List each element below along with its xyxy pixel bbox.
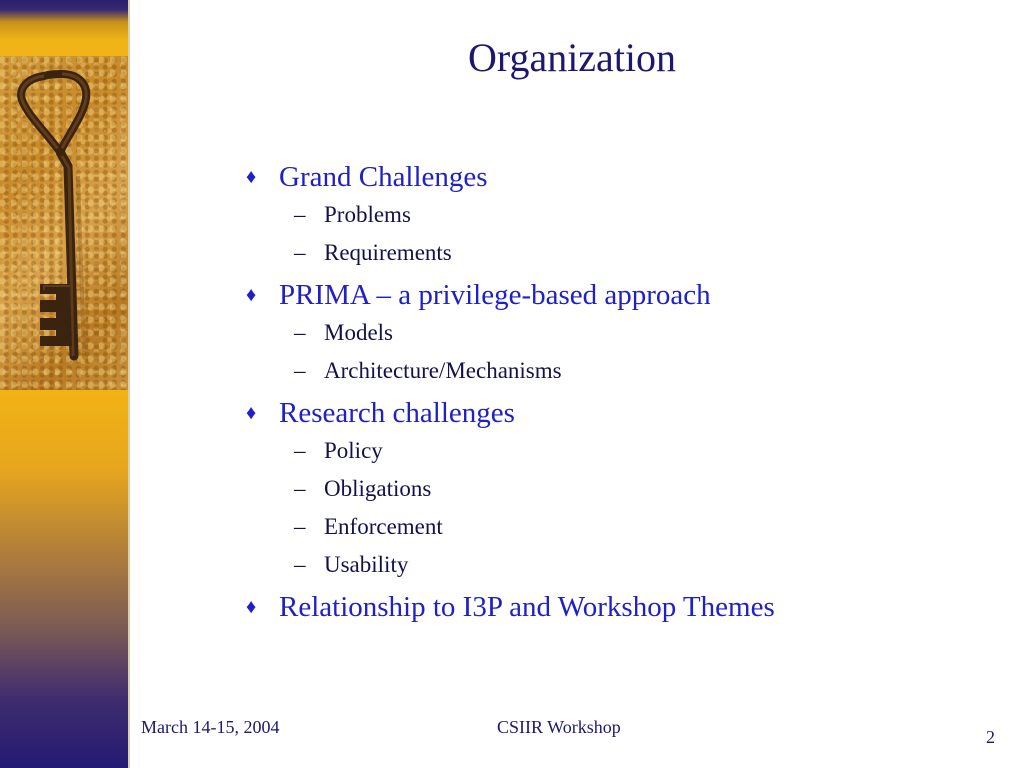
bullet-text: Relationship to I3P and Workshop Themes — [279, 591, 775, 623]
sub-item-text: Enforcement — [324, 514, 443, 539]
key-photo — [0, 56, 128, 390]
bullet-prima — [244, 276, 1004, 314]
sub-item-architecture — [244, 352, 1004, 390]
bullet-relationship — [244, 588, 1004, 626]
sidebar-divider — [128, 0, 130, 768]
sub-item-enforcement — [244, 508, 1004, 546]
sub-item-models — [244, 314, 1004, 352]
page-number: 2 — [986, 727, 995, 747]
diamond-bullet-icon: ♦ — [246, 402, 257, 424]
bullet-research-challenges — [244, 394, 1004, 432]
bullet-text: Research challenges — [279, 397, 515, 429]
dash-bullet-icon: – — [294, 514, 306, 539]
dash-bullet-icon: – — [294, 240, 306, 265]
slide-outline — [244, 158, 1004, 626]
diamond-bullet-icon: ♦ — [246, 166, 257, 188]
diamond-bullet-icon: ♦ — [246, 596, 257, 618]
sub-item-problems — [244, 196, 1004, 234]
bullet-grand-challenges — [244, 158, 1004, 196]
sub-item-text: Obligations — [324, 476, 432, 501]
sub-item-obligations — [244, 470, 1004, 508]
sub-item-text: Architecture/Mechanisms — [324, 358, 562, 383]
dash-bullet-icon: – — [294, 202, 306, 227]
footer-date: March 14-15, 2004 — [141, 717, 280, 737]
dash-bullet-icon: – — [294, 358, 306, 383]
sub-item-text: Requirements — [324, 240, 452, 265]
sub-item-usability — [244, 546, 1004, 584]
bullet-text: PRIMA – a privilege-based approach — [279, 279, 711, 311]
sub-item-text: Policy — [324, 438, 383, 463]
sub-item-text: Usability — [324, 552, 409, 577]
sub-item-text: Models — [324, 320, 393, 345]
dash-bullet-icon: – — [294, 438, 306, 463]
diamond-bullet-icon: ♦ — [246, 284, 257, 306]
sub-item-requirements — [244, 234, 1004, 272]
sub-item-policy — [244, 432, 1004, 470]
dash-bullet-icon: – — [294, 476, 306, 501]
slide-title: Organization — [467, 35, 677, 80]
dash-bullet-icon: – — [294, 320, 306, 345]
bullet-text: Grand Challenges — [279, 161, 488, 193]
dash-bullet-icon: – — [294, 552, 306, 577]
footer-event-name: CSIIR Workshop — [497, 717, 621, 737]
key-icon — [0, 56, 128, 390]
sub-item-text: Problems — [324, 202, 411, 227]
